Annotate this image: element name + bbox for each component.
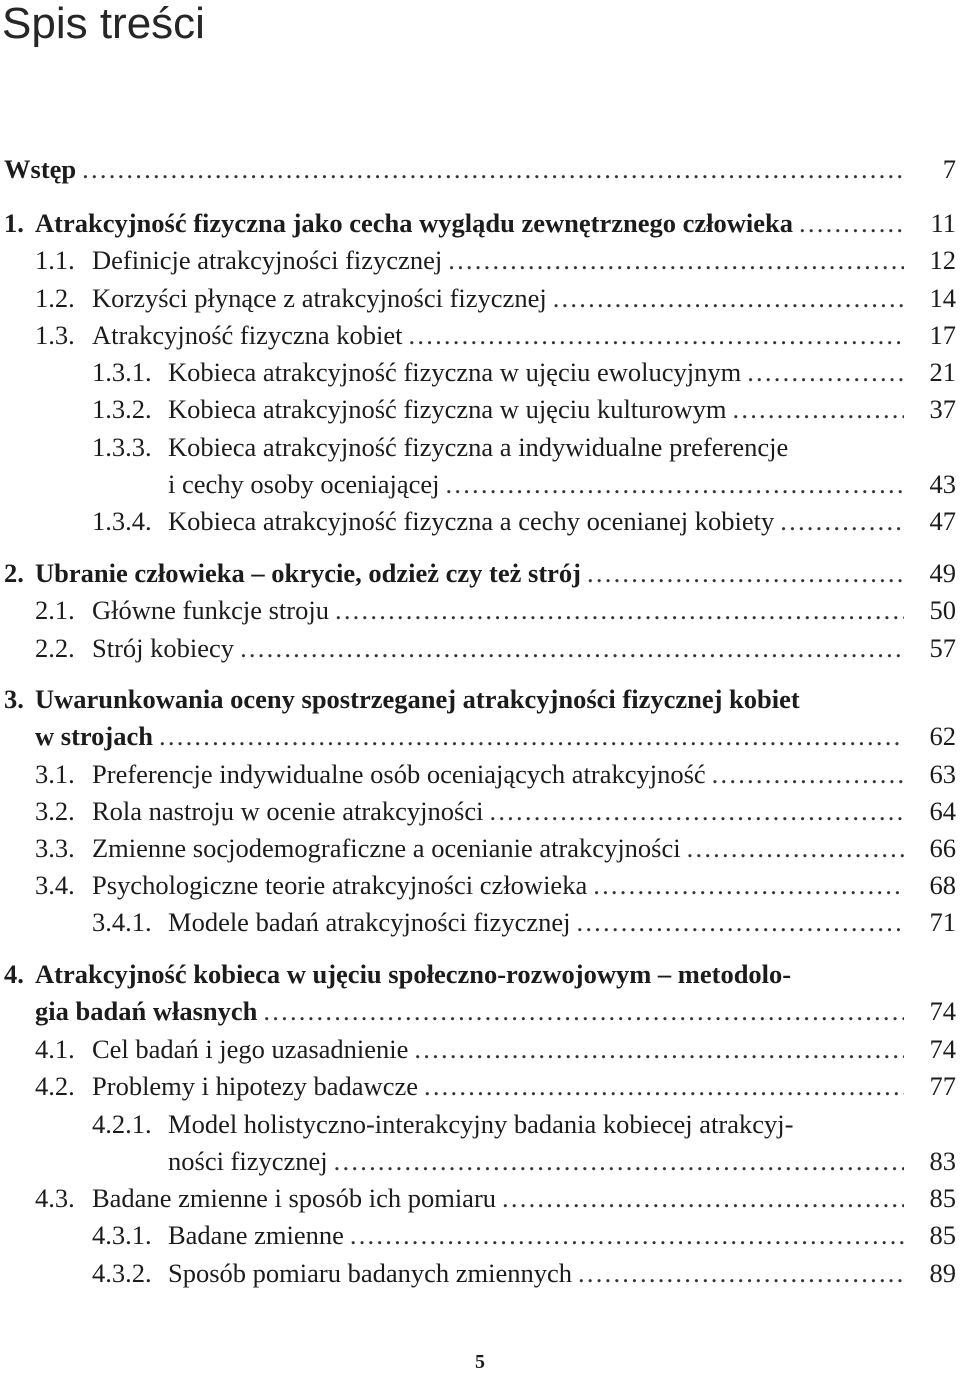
toc-entry-title: Badane zmienne	[168, 1220, 344, 1250]
dot-leader	[483, 794, 904, 828]
dot-leader	[587, 868, 904, 902]
toc-entry-number: 3.2.	[35, 796, 75, 826]
dot-leader	[328, 1144, 904, 1178]
dot-leader	[774, 504, 904, 538]
toc-entry	[92, 905, 956, 939]
toc-entry	[35, 243, 956, 277]
toc-entry	[35, 831, 956, 865]
dot-leader	[329, 593, 904, 627]
toc-entry-page: 21	[929, 357, 956, 387]
toc-entry	[92, 1218, 956, 1252]
toc-entry-page: 49	[929, 558, 956, 588]
toc-entry	[4, 957, 956, 991]
toc-entry	[35, 1032, 956, 1066]
toc-entry-title: Cel badań i jego uzasadnienie	[92, 1034, 409, 1064]
toc-entry-page: 43	[929, 469, 956, 499]
dot-leader	[706, 757, 904, 791]
toc-entry-number: 1.3.3.	[92, 432, 152, 462]
toc-entry-title: Strój kobiecy	[92, 633, 235, 663]
toc-entry-page: 7	[942, 154, 956, 184]
toc-entry-number: 1.2.	[35, 283, 75, 313]
toc-entry	[4, 682, 956, 716]
dot-leader	[76, 152, 904, 186]
toc-entry-number: 1.	[4, 208, 24, 238]
toc-entry-page: 63	[929, 759, 956, 789]
toc-entry-page: 85	[929, 1183, 956, 1213]
toc-entry-page: 62	[929, 721, 956, 751]
toc-entry-title-continued: i cechy osoby oceniającej	[168, 469, 440, 499]
toc-entry-number: 3.3.	[35, 833, 75, 863]
toc-entry-title: Główne funkcje stroju	[92, 595, 329, 625]
toc-entry-page: 68	[929, 870, 956, 900]
toc-entry	[92, 1256, 956, 1290]
toc-entry-continuation	[35, 719, 956, 753]
dot-leader	[570, 905, 904, 939]
toc-entry-page: 74	[929, 996, 956, 1026]
toc-entry-continuation	[168, 1144, 956, 1178]
toc-entry-page: 37	[929, 394, 956, 424]
dot-leader	[153, 719, 904, 753]
toc-entry-page: 47	[929, 506, 956, 536]
toc-entry-number: 1.3.	[35, 320, 75, 350]
toc-entry	[92, 1107, 956, 1141]
dot-leader	[257, 994, 904, 1028]
toc-entry	[35, 318, 956, 352]
toc-entry-title: Definicje atrakcyjności fizycznej	[92, 245, 443, 275]
toc-entry-page: 74	[929, 1034, 956, 1064]
toc-entry-title: Atrakcyjność fizyczna kobiet	[92, 320, 403, 350]
toc-entry-number: 3.4.	[35, 870, 75, 900]
toc-entry-title: Atrakcyjność kobieca w ujęciu społeczno-rozwojowym – metodolo-	[35, 959, 792, 989]
toc-entry	[35, 757, 956, 791]
toc-entry-title: Zmienne socjodemograficzne a ocenianie atrakcyjności	[92, 833, 681, 863]
toc-entry-number: 2.	[4, 558, 24, 588]
toc-entry-page: 57	[929, 633, 956, 663]
toc-entry	[4, 152, 956, 186]
dot-leader	[344, 1218, 904, 1252]
toc-entry-title: Modele badań atrakcyjności fizycznej	[168, 907, 571, 937]
toc-entry-page: 50	[929, 595, 956, 625]
dot-leader	[442, 243, 904, 277]
toc-entry	[92, 355, 956, 389]
toc-entry-number: 1.3.4.	[92, 506, 152, 536]
dot-leader	[403, 318, 904, 352]
toc-entry-number: 3.	[4, 684, 24, 714]
toc-entry-number: 4.1.	[35, 1034, 75, 1064]
toc-entry-title-continued: w strojach	[35, 721, 154, 751]
toc-entry-page: 71	[929, 907, 956, 937]
toc-entry-title: Ubranie człowieka – okrycie, odzież czy też strój	[35, 558, 582, 588]
toc-entry-number: 4.2.1.	[92, 1109, 152, 1139]
toc-entry	[35, 281, 956, 315]
page-title: Spis treści	[2, 0, 205, 48]
page-number: 5	[475, 1351, 485, 1373]
toc-entry	[35, 868, 956, 902]
dot-leader	[408, 1032, 904, 1066]
toc-entry-number: 3.1.	[35, 759, 75, 789]
dot-leader	[496, 1181, 904, 1215]
toc-entry	[92, 392, 956, 426]
toc-entry-page: 77	[929, 1071, 956, 1101]
toc-entry	[35, 631, 956, 665]
dot-leader	[741, 355, 904, 389]
dot-leader	[727, 392, 905, 426]
dot-leader	[793, 206, 904, 240]
toc-entry-title: Model holistyczno-interakcyjny badania kobiecej atrakcyj-	[168, 1109, 794, 1139]
toc-entry-number: 3.4.1.	[92, 907, 152, 937]
toc-entry-title: Uwarunkowania oceny spostrzeganej atrakcyjności fizycznej kobiet	[35, 684, 800, 714]
toc-entry-page: 83	[929, 1146, 956, 1176]
toc-entry-title-continued: gia badań własnych	[35, 996, 258, 1026]
toc-entry	[35, 593, 956, 627]
toc-entry	[92, 504, 956, 538]
toc-entry	[35, 1181, 956, 1215]
toc-entry-title: Problemy i hipotezy badawcze	[92, 1071, 418, 1101]
toc-entry-number: 4.3.	[35, 1183, 75, 1213]
dot-leader	[581, 556, 904, 590]
toc-entry-number: 1.3.2.	[92, 394, 152, 424]
toc-entry-title: Psychologiczne teorie atrakcyjności człowieka	[92, 870, 588, 900]
toc-entry-page: 85	[929, 1220, 956, 1250]
toc-entry	[35, 1069, 956, 1103]
toc-entry-number: 4.2.	[35, 1071, 75, 1101]
toc-entry-title: Kobieca atrakcyjność fizyczna w ujęciu ewolucyjnym	[168, 357, 742, 387]
toc-entry-number: 4.3.2.	[92, 1258, 152, 1288]
toc-entry-page: 11	[930, 208, 956, 238]
toc-entry-title: Korzyści płynące z atrakcyjności fizycznej	[92, 283, 547, 313]
toc-entry-title: Sposób pomiaru badanych zmiennych	[168, 1258, 573, 1288]
toc-entry	[4, 556, 956, 590]
toc-entry-continuation	[35, 994, 956, 1028]
toc-entry-number: 1.1.	[35, 245, 75, 275]
toc-entry-page: 14	[929, 283, 956, 313]
toc-entry	[4, 206, 956, 240]
toc-entry-number: 1.3.1.	[92, 357, 152, 387]
toc-entry-number: 2.2.	[35, 633, 75, 663]
toc-entry-title: Atrakcyjność fizyczna jako cecha wyglądu zewnętrznego człowieka	[35, 208, 794, 238]
toc-entry-title: Kobieca atrakcyjność fizyczna a indywidualne preferencje	[168, 432, 789, 462]
toc-entry-continuation	[168, 467, 956, 501]
toc-entry-page: 66	[929, 833, 956, 863]
toc-entry-title: Kobieca atrakcyjność fizyczna w ujęciu kulturowym	[168, 394, 727, 424]
dot-leader	[234, 631, 904, 665]
dot-leader	[547, 281, 904, 315]
toc-entry-title-continued: ności fizycznej	[168, 1146, 328, 1176]
toc-entry-page: 12	[929, 245, 956, 275]
toc-entry-title: Kobieca atrakcyjność fizyczna a cechy ocenianej kobiety	[168, 506, 775, 536]
dot-leader	[418, 1069, 904, 1103]
toc-entry-page: 64	[929, 796, 956, 826]
dot-leader	[440, 467, 905, 501]
toc-entry	[35, 794, 956, 828]
toc-entry-number: 2.1.	[35, 595, 75, 625]
toc-entry-page: 17	[929, 320, 956, 350]
toc-entry-title: Rola nastroju w ocenie atrakcyjności	[92, 796, 484, 826]
toc-entry-title: Badane zmienne i sposób ich pomiaru	[92, 1183, 497, 1213]
toc-entry-number: 4.3.1.	[92, 1220, 152, 1250]
dot-leader	[681, 831, 904, 865]
toc-entry-number: 4.	[4, 959, 24, 989]
toc-entry-title: Preferencje indywidualne osób oceniających atrakcyjność	[92, 759, 706, 789]
toc-entry	[92, 430, 956, 464]
toc-entry-title: Wstęp	[4, 154, 77, 184]
dot-leader	[572, 1256, 904, 1290]
toc-entry-page: 89	[929, 1258, 956, 1288]
